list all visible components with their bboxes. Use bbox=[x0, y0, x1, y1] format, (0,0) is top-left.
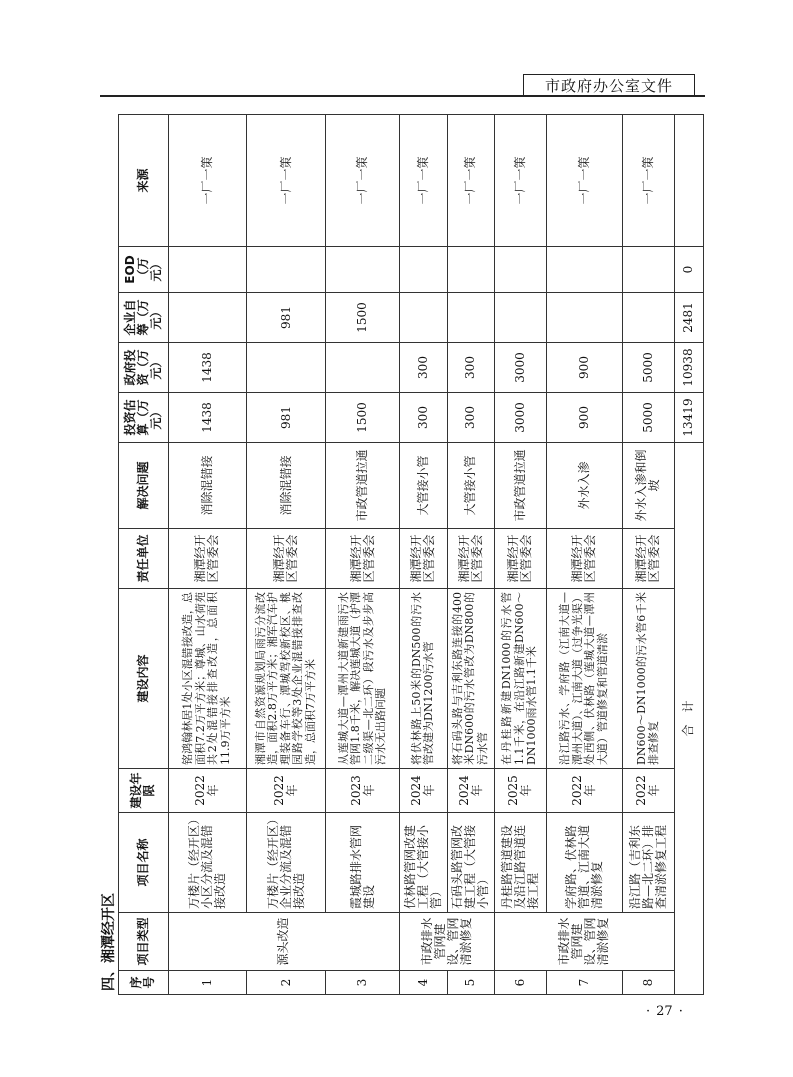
cell-ent: 981 bbox=[247, 293, 326, 343]
cell-eod bbox=[247, 247, 326, 293]
cell-year: 2023年 bbox=[326, 769, 400, 813]
cell-name: 万楼片（经开区）小区分流及混错接改造 bbox=[168, 813, 247, 913]
col-header-no: 序号 bbox=[119, 971, 169, 995]
cell-eod bbox=[546, 247, 623, 293]
table-row bbox=[447, 115, 494, 995]
cell-no: 5 bbox=[447, 971, 494, 995]
cell-est: 300 bbox=[400, 393, 447, 443]
col-header-est: 投资估算（万元） bbox=[119, 393, 169, 443]
total-src bbox=[674, 115, 703, 247]
cell-unit: 湘潭经开区管委会 bbox=[546, 529, 623, 589]
col-header-src: 来源 bbox=[119, 115, 169, 247]
cell-src: 一厂一策 bbox=[494, 115, 546, 247]
section-title: 四、湘潭经开区 bbox=[101, 893, 117, 991]
total-est: 13419 bbox=[674, 393, 703, 443]
cell-no: 4 bbox=[400, 971, 447, 995]
cell-eod bbox=[400, 247, 447, 293]
table-row bbox=[546, 115, 623, 995]
document-header-label: 市政府办公室文件 bbox=[523, 74, 695, 96]
cell-src: 一厂一策 bbox=[247, 115, 326, 247]
cell-src: 一厂一策 bbox=[326, 115, 400, 247]
table-row bbox=[326, 115, 400, 995]
cell-year: 2025年 bbox=[494, 769, 546, 813]
table-row bbox=[494, 115, 546, 995]
cell-no: 2 bbox=[247, 971, 326, 995]
cell-gov: 300 bbox=[447, 343, 494, 393]
cell-name: 霞城路排水管网建设 bbox=[326, 813, 400, 913]
cell-content: 将伏林路上50米的DN500的污水管改建为DN1200污水管 bbox=[400, 589, 447, 769]
col-header-eod: EOD（万元） bbox=[119, 247, 169, 293]
cell-src: 一厂一策 bbox=[168, 115, 247, 247]
total-label: 合 计 bbox=[674, 443, 703, 995]
cell-year: 2024年 bbox=[447, 769, 494, 813]
cell-unit: 湘潭经开区管委会 bbox=[447, 529, 494, 589]
cell-ent bbox=[168, 293, 247, 343]
cell-issue: 外水入渗和倒坡 bbox=[623, 443, 675, 529]
cell-unit: 湘潭经开区管委会 bbox=[623, 529, 675, 589]
col-header-year: 建设年限 bbox=[119, 769, 169, 813]
cell-year: 2022年 bbox=[168, 769, 247, 813]
table-row bbox=[247, 115, 326, 995]
col-header-gov: 政府投资（万元） bbox=[119, 343, 169, 393]
table-row bbox=[400, 115, 447, 995]
cell-src: 一厂一策 bbox=[623, 115, 675, 247]
cell-est: 1438 bbox=[168, 393, 247, 443]
cell-no: 6 bbox=[494, 971, 546, 995]
cell-unit: 湘潭经开区管委会 bbox=[247, 529, 326, 589]
table-row bbox=[623, 115, 675, 995]
cell-est: 1500 bbox=[326, 393, 400, 443]
col-header-content: 建设内容 bbox=[119, 589, 169, 769]
cell-type-group: 市政排水管网建设、管网清淤修复 bbox=[400, 913, 495, 971]
cell-eod bbox=[447, 247, 494, 293]
cell-issue: 大管接小管 bbox=[400, 443, 447, 529]
cell-content: DN600～DN1000的污水管6千米排查修复 bbox=[623, 589, 675, 769]
page-number-value: 27 bbox=[656, 1004, 673, 1019]
table-row bbox=[168, 115, 247, 995]
col-header-name: 项目名称 bbox=[119, 813, 169, 913]
cell-est: 300 bbox=[447, 393, 494, 443]
col-header-unit: 责任单位 bbox=[119, 529, 169, 589]
cell-no: 1 bbox=[168, 971, 247, 995]
total-gov: 10938 bbox=[674, 343, 703, 393]
total-ent: 2481 bbox=[674, 293, 703, 343]
cell-gov bbox=[247, 343, 326, 393]
total-row bbox=[674, 115, 703, 995]
cell-issue: 外水入渗 bbox=[546, 443, 623, 529]
cell-no: 7 bbox=[546, 971, 623, 995]
cell-content: 沿江路污水、学府路（江南大道—潭州大道）、江南大道（过争光渠）处西侧、伏林路（莲城大道—潭州大道）管道修复和管道清淤 bbox=[546, 589, 623, 769]
cell-year: 2024年 bbox=[400, 769, 447, 813]
cell-content: 湘潭市自然资源规划局雨污分流改造，面积2.8万平方米；湘军汽车护理装备车行、潭城驾校新校区、桃园路学校等3处企业混错接排查改造，总面积7万平方米 bbox=[247, 589, 326, 769]
cell-year: 2022年 bbox=[546, 769, 623, 813]
page-number: · 27 · bbox=[646, 1004, 683, 1019]
cell-ent bbox=[447, 293, 494, 343]
cell-name: 万楼片（经开区）企业分流及混错接改造 bbox=[247, 813, 326, 913]
cell-src: 一厂一策 bbox=[447, 115, 494, 247]
cell-issue: 市政管道拉通 bbox=[494, 443, 546, 529]
cell-content: 从莲城大道—潭州大道新建雨污水管网1.8千米，解决莲城大道（护潭二级渠—北二环）段污水及步步高污水无出路问题 bbox=[326, 589, 400, 769]
table-header-row bbox=[119, 115, 169, 995]
project-table bbox=[118, 114, 704, 995]
cell-est: 981 bbox=[247, 393, 326, 443]
cell-content: 铭鸿翰林居1处小区混错接改造，总面积7.2万平方米；尊城、山水荷苑共2处混错接排查改造，总面积11.9万平方米 bbox=[168, 589, 247, 769]
cell-ent bbox=[623, 293, 675, 343]
cell-issue: 大管接小管 bbox=[447, 443, 494, 529]
cell-year: 2022年 bbox=[623, 769, 675, 813]
cell-ent: 1500 bbox=[326, 293, 400, 343]
cell-type-group: 源头改造 bbox=[168, 913, 400, 971]
cell-est: 5000 bbox=[623, 393, 675, 443]
cell-no: 8 bbox=[623, 971, 675, 995]
total-eod: 0 bbox=[674, 247, 703, 293]
cell-name: 学府路、伏林路管道、江南大道清淤修复 bbox=[546, 813, 623, 913]
cell-name: 石码头路管网改建工程（大管接小管） bbox=[447, 813, 494, 913]
cell-gov: 300 bbox=[400, 343, 447, 393]
cell-name: 沿江路（吉利东路—北二环）排查清淤修复工程 bbox=[623, 813, 675, 913]
cell-ent bbox=[400, 293, 447, 343]
cell-est: 3000 bbox=[494, 393, 546, 443]
col-header-ent: 企业自筹（万元） bbox=[119, 293, 169, 343]
cell-gov: 1438 bbox=[168, 343, 247, 393]
cell-gov: 5000 bbox=[623, 343, 675, 393]
cell-gov bbox=[326, 343, 400, 393]
rotated-page-content bbox=[96, 115, 706, 995]
cell-name: 丹桂路管道建设及沿江路管道连接工程 bbox=[494, 813, 546, 913]
cell-issue: 市政管道拉通 bbox=[326, 443, 400, 529]
cell-ent bbox=[546, 293, 623, 343]
cell-unit: 湘潭经开区管委会 bbox=[326, 529, 400, 589]
cell-content: 在丹桂路新建DN1000的污水管1.1千米，在沿江路新建DN600～DN1000雨水管1.1千米 bbox=[494, 589, 546, 769]
cell-content: 将石码头路与吉利东路连接的400米DN600的污水管改为DN800的污水管 bbox=[447, 589, 494, 769]
cell-issue: 消除混错接 bbox=[168, 443, 247, 529]
cell-eod bbox=[326, 247, 400, 293]
header-rule bbox=[100, 95, 705, 97]
cell-eod bbox=[168, 247, 247, 293]
cell-unit: 湘潭经开区管委会 bbox=[168, 529, 247, 589]
cell-type-group: 市政排水管网建设、管网清淤修复 bbox=[494, 913, 674, 971]
cell-name: 伏林路管网改建工程（大管接小管） bbox=[400, 813, 447, 913]
cell-unit: 湘潭经开区管委会 bbox=[400, 529, 447, 589]
cell-no: 3 bbox=[326, 971, 400, 995]
cell-year: 2022年 bbox=[247, 769, 326, 813]
cell-eod bbox=[494, 247, 546, 293]
cell-unit: 湘潭经开区管委会 bbox=[494, 529, 546, 589]
cell-src: 一厂一策 bbox=[546, 115, 623, 247]
cell-issue: 消除混错接 bbox=[247, 443, 326, 529]
col-header-type: 项目类型 bbox=[119, 913, 169, 971]
cell-gov: 3000 bbox=[494, 343, 546, 393]
col-header-issue: 解决问题 bbox=[119, 443, 169, 529]
cell-est: 900 bbox=[546, 393, 623, 443]
cell-src: 一厂一策 bbox=[400, 115, 447, 247]
cell-gov: 900 bbox=[546, 343, 623, 393]
cell-ent bbox=[494, 293, 546, 343]
cell-eod bbox=[623, 247, 675, 293]
